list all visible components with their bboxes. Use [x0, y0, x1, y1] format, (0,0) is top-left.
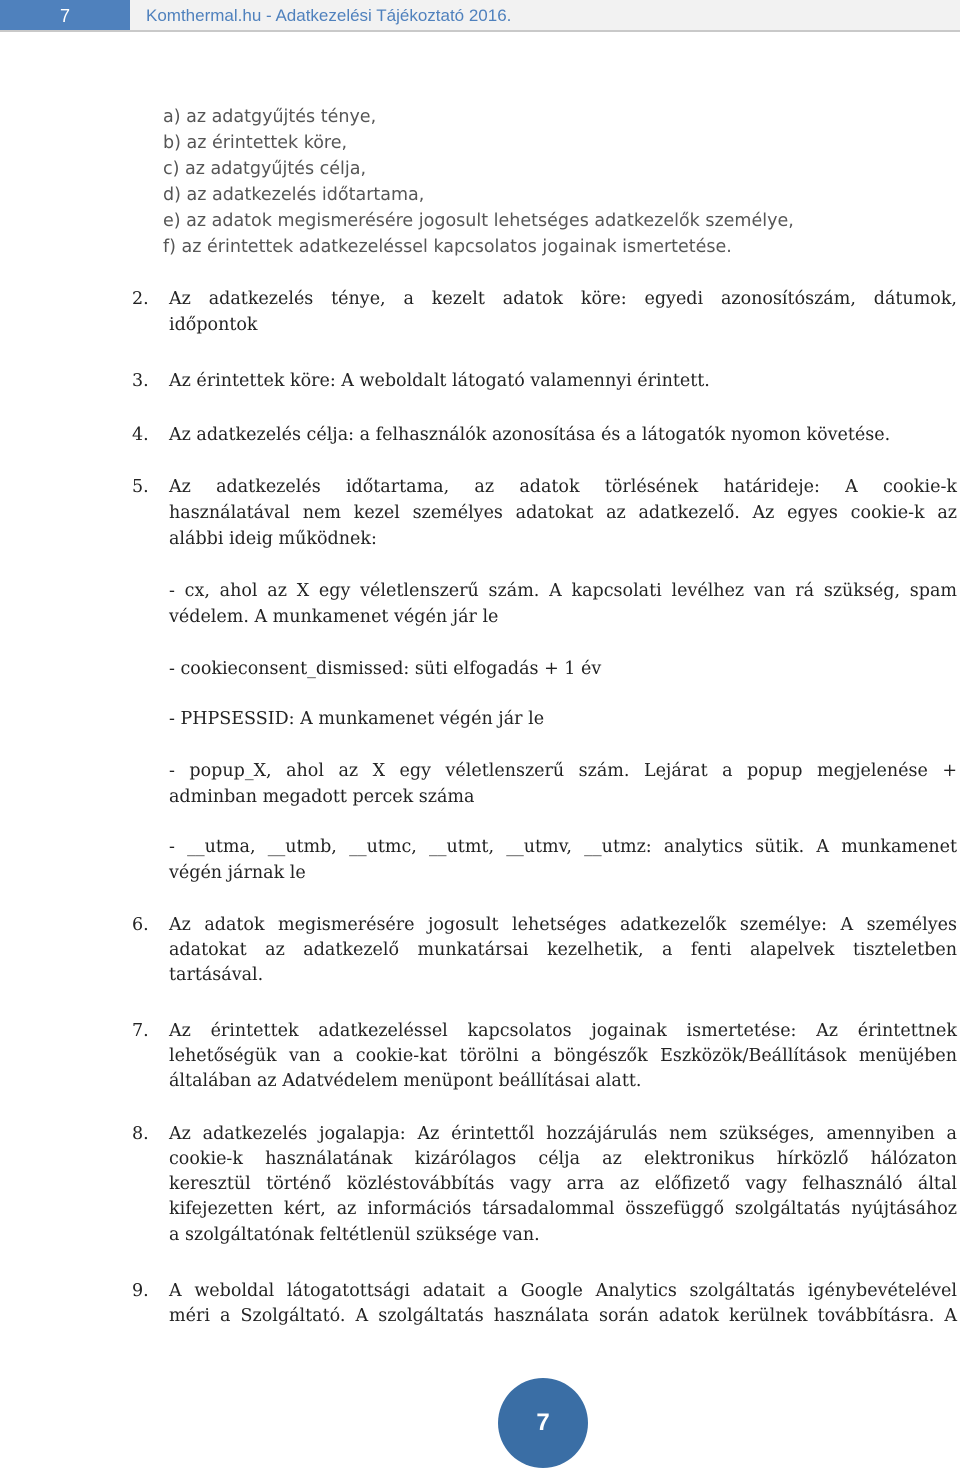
item-number: 7. [132, 1021, 149, 1041]
paragraph-line: Az érintettek adatkezeléssel kapcsolatos jogainak ismertetése: Az érintettnek [169, 1021, 957, 1041]
item-number: 8. [132, 1124, 149, 1144]
item-number: 6. [132, 915, 149, 935]
cookie-item: - cookieconsent_dismissed: süti elfogadás + 1 év [169, 659, 602, 679]
item-number: 9. [132, 1281, 149, 1301]
cookie-item: adminban megadott percek száma [169, 787, 475, 807]
cookie-item: - popup_X, ahol az X egy véletlenszerű szám. Lejárat a popup megjelenése + [169, 761, 957, 781]
header-page-number: 7 [0, 0, 130, 30]
paragraph-line: kifejezetten kért, az információs társadalommal összefüggő szolgáltatás nyújtásához [169, 1199, 957, 1219]
paragraph-line: Az érintettek köre: A weboldalt látogató valamennyi érintett. [169, 371, 710, 391]
list-item: f) az érintettek adatkezeléssel kapcsolatos jogainak ismertetése. [163, 237, 732, 257]
cookie-item: - __utma, __utmb, __utmc, __utmt, __utmv, __utmz: analytics sütik. A munkamenet [169, 837, 957, 857]
page-header [0, 0, 960, 32]
list-item: a) az adatgyűjtés ténye, [163, 107, 377, 127]
list-item: d) az adatkezelés időtartama, [163, 185, 425, 205]
cookie-item: - PHPSESSID: A munkamenet végén jár le [169, 709, 545, 729]
paragraph-line: Az adatok megismerésére jogosult lehetséges adatkezelők személye: A személyes [169, 915, 957, 935]
list-item: b) az érintettek köre, [163, 133, 348, 153]
list-item: c) az adatgyűjtés célja, [163, 159, 367, 179]
paragraph-line: Az adatkezelés ténye, a kezelt adatok köre: egyedi azonosítószám, dátumok, [169, 289, 957, 309]
paragraph-line: adatokat az adatkezelő munkatársai kezelhetik, a fenti alapelvek tiszteletben [169, 940, 957, 960]
cookie-item: védelem. A munkamenet végén jár le [169, 607, 499, 627]
list-item: e) az adatok megismerésére jogosult lehetséges adatkezelők személye, [163, 211, 794, 231]
paragraph-line: a szolgáltatónak feltétlenül szüksége van. [169, 1225, 540, 1245]
paragraph-line: Az adatkezelés időtartama, az adatok törlésének határideje: A cookie-k [169, 477, 957, 497]
paragraph-line: általában az Adatvédelem menüpont beállításai alatt. [169, 1071, 642, 1091]
paragraph-line: keresztül történő közléstovábbítás vagy arra az előfizető vagy felhasználó által [169, 1174, 957, 1194]
paragraph-line: tartásával. [169, 965, 264, 985]
paragraph-line: lehetőségük van a cookie-kat törölni a böngészők Eszközök/Beállítások menüjében [169, 1046, 957, 1066]
header-title: Komthermal.hu - Adatkezelési Tájékoztató 2016. [146, 6, 512, 25]
item-number: 3. [132, 371, 149, 391]
paragraph-line: méri a Szolgáltató. A szolgáltatás használata során adatok kerülnek továbbításra. A [169, 1306, 957, 1326]
cookie-item: végén járnak le [169, 863, 306, 883]
paragraph-line: A weboldal látogatottsági adatait a Google Analytics szolgáltatás igénybevételével [169, 1281, 957, 1301]
paragraph-line: használatával nem kezel személyes adatokat az adatkezelő. Az egyes cookie-k az [169, 503, 957, 523]
paragraph-line: Az adatkezelés jogalapja: Az érintettől hozzájárulás nem szükséges, amennyiben a [169, 1124, 957, 1144]
item-number: 2. [132, 289, 149, 309]
item-number: 4. [132, 425, 149, 445]
footer-page-number: 7 [498, 1378, 588, 1468]
cookie-item: - cx, ahol az X egy véletlenszerű szám. A kapcsolati levélhez van rá szükség, spam [169, 581, 957, 601]
paragraph-line: Az adatkezelés célja: a felhasználók azonosítása és a látogatók nyomon követése. [169, 425, 891, 445]
paragraph-line: cookie-k használatának kizárólagos célja az elektronikus hírközlő hálózaton [169, 1149, 957, 1169]
paragraph-line: időpontok [169, 315, 258, 335]
paragraph-line: alábbi ideig működnek: [169, 529, 377, 549]
item-number: 5. [132, 477, 149, 497]
